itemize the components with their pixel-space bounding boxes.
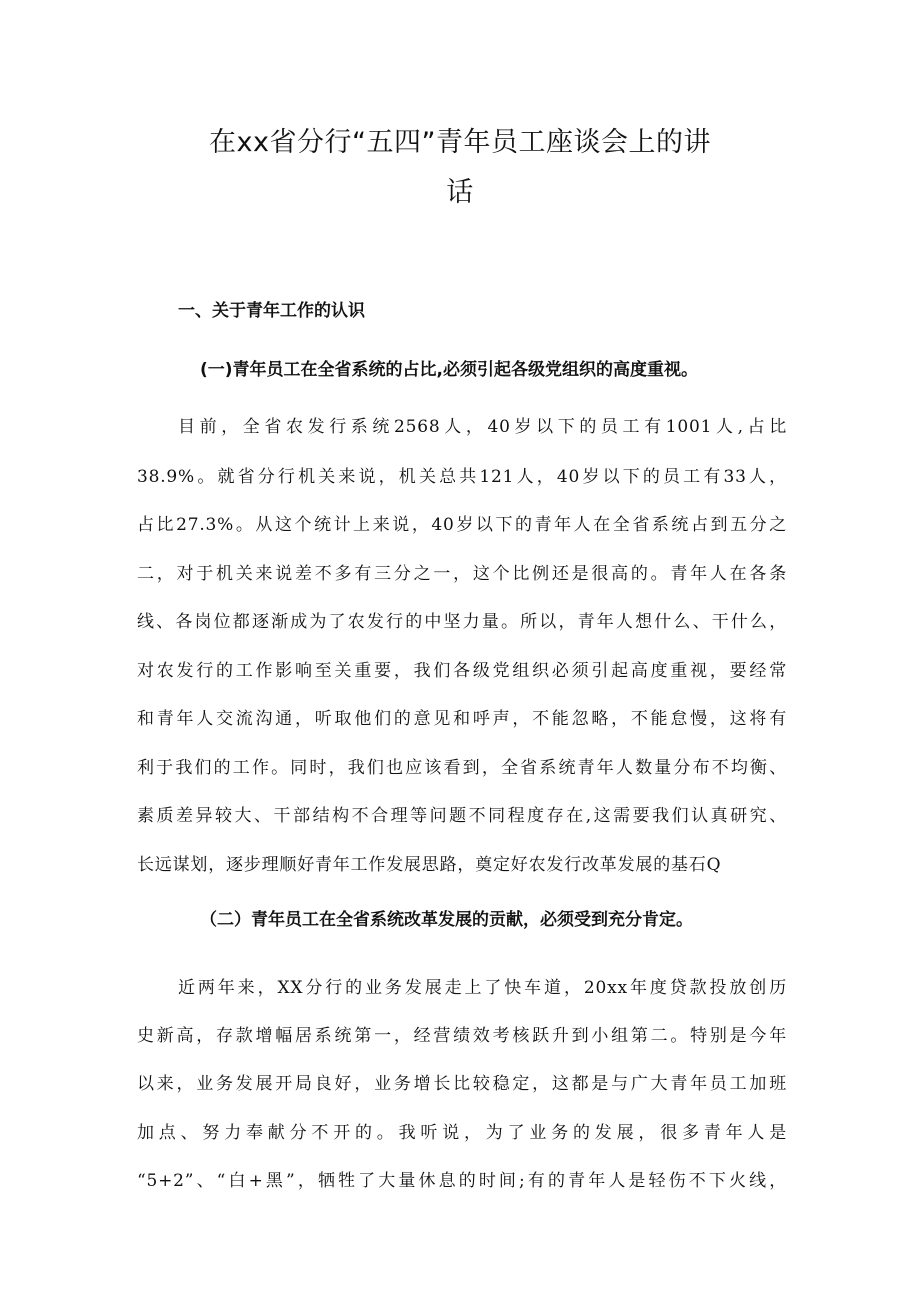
paragraph-line: 和青年人交流沟通，听取他们的意见和呼声，不能忽略，不能怠慢，这将有 xyxy=(137,709,787,729)
paragraph-line: 线、各岗位都逐渐成为了农发行的中坚力量。所以，青年人想什么、干什么， xyxy=(137,612,787,632)
paragraph-line: 占比27.3%。从这个统计上来说，40岁以下的青年人在全省系统占到五分之 xyxy=(137,515,787,535)
paragraph-line: 素质差异较大、干部结构不合理等问题不同程度存在,这需要我们认真研究、 xyxy=(137,806,787,826)
section-heading: 一、关于青年工作的认识 xyxy=(178,301,365,321)
paragraph-line: 长远谋划，逐步理顺好青年工作发展思路，奠定好农发行改革发展的基石Q xyxy=(137,855,722,875)
paragraph-line: “5+2”、“白+黑”，牺牲了大量休息的时间;有的青年人是轻伤不下火线， xyxy=(137,1171,787,1191)
subsection-heading-2: （二）青年员工在全省系统改革发展的贡献，必须受到充分肯定。 xyxy=(200,910,693,930)
document-title-line-2: 话 xyxy=(446,177,474,208)
paragraph-line: 38.9%。就省分行机关来说，机关总共121人，40岁以下的员工有33人， xyxy=(137,467,787,487)
paragraph-line: 近两年来，XX分行的业务发展走上了快车道，20xx年度贷款投放创历 xyxy=(178,978,787,998)
paragraph-line: 加点、努力奉献分不开的。我听说，为了业务的发展，很多青年人是 xyxy=(137,1123,787,1143)
paragraph-line: 以来，业务发展开局良好，业务增长比较稳定，这都是与广大青年员工加班 xyxy=(137,1074,787,1094)
paragraph-line: 目前，全省农发行系统2568人，40岁以下的员工有1001人,占比 xyxy=(178,417,787,437)
document-title-line-1: 在xx省分行“五四”青年员工座谈会上的讲 xyxy=(209,127,711,158)
paragraph-line: 对农发行的工作影响至关重要，我们各级党组织必须引起高度重视，要经常 xyxy=(137,661,787,681)
paragraph-line: 史新高，存款增幅居系统第一，经营绩效考核跃升到小组第二。特别是今年 xyxy=(137,1026,787,1046)
paragraph-line: 利于我们的工作。同时，我们也应该看到，全省系统青年人数量分布不均衡、 xyxy=(137,758,787,778)
subsection-heading-1: (一)青年员工在全省系统的占比,必须引起各级党组织的高度重视。 xyxy=(200,360,698,380)
paragraph-line: 二，对于机关来说差不多有三分之一，这个比例还是很高的。青年人在各条 xyxy=(137,564,787,584)
